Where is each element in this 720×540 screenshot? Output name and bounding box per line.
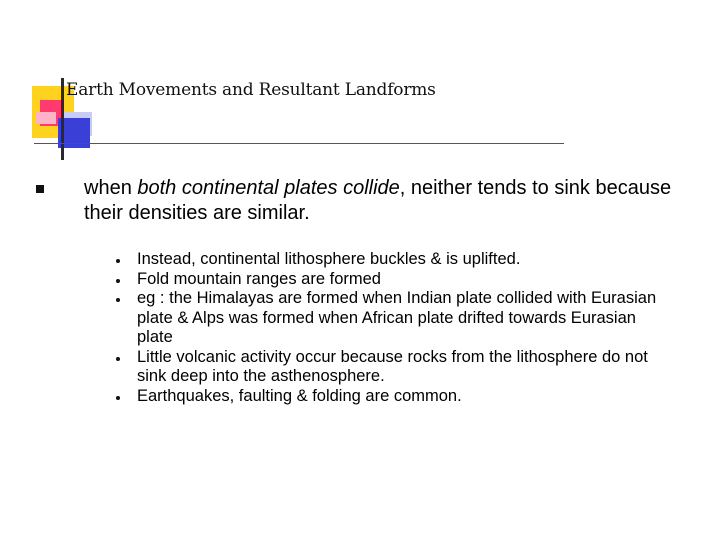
dot-bullet-icon xyxy=(116,357,120,361)
sub-bullet-list xyxy=(116,250,676,406)
slide-body xyxy=(36,176,676,422)
main-bullet xyxy=(36,176,676,226)
main-bullet-pre: when xyxy=(84,177,138,199)
main-bullet-text xyxy=(84,176,676,226)
dot-bullet-icon xyxy=(116,259,120,263)
slide-title: Earth Movements and Resultant Landforms xyxy=(66,80,436,100)
dot-bullet-icon xyxy=(116,279,120,283)
sub-bullet-item xyxy=(116,387,676,407)
sub-bullet-item xyxy=(116,250,676,270)
dot-bullet-icon xyxy=(116,298,120,302)
sub-bullet-text: Little volcanic activity occur because rocks from the lithosphere do not sink deep into the asthenosphere. xyxy=(137,347,648,385)
decor-vertical-rule xyxy=(61,78,64,160)
square-bullet-icon xyxy=(36,185,44,193)
sub-bullet-item xyxy=(116,289,676,348)
sub-bullet-text: Instead, continental lithosphere buckles & is uplifted. xyxy=(137,250,521,268)
main-bullet-post: , neither tends to sink because their densities are similar. xyxy=(84,177,672,224)
sub-bullet-text: Earthquakes, faulting & folding are common. xyxy=(137,386,462,405)
sub-bullet-text: Fold mountain ranges are formed xyxy=(137,269,381,288)
main-bullet-emphasis: both continental plates collide xyxy=(137,177,400,199)
sub-bullet-item xyxy=(116,348,676,387)
dot-bullet-icon xyxy=(116,396,120,400)
decor-pink-square xyxy=(36,112,56,124)
sub-bullet-text: eg : the Himalayas are formed when Indian plate collided with Eurasian plate & Alps was formed when African plate drifted towards Eurasian plate xyxy=(137,289,657,346)
title-underline xyxy=(34,143,564,144)
sub-bullet-item xyxy=(116,270,676,290)
